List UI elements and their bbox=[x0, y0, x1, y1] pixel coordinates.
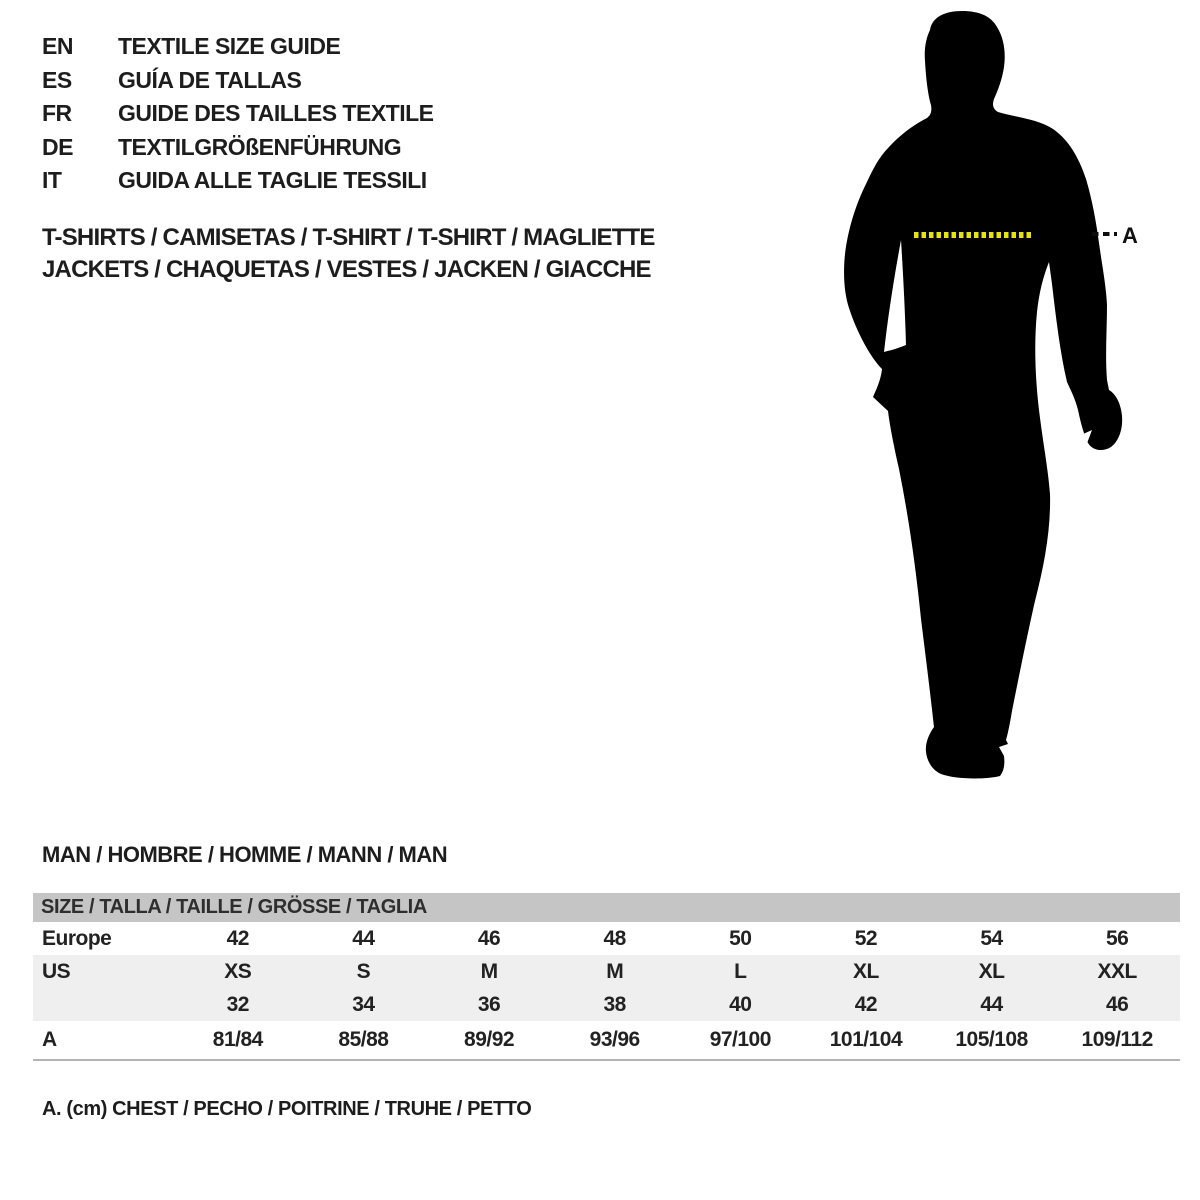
garment-categories bbox=[42, 222, 655, 286]
language-code: EN bbox=[42, 33, 73, 59]
language-row-de bbox=[42, 131, 434, 165]
row-label: A bbox=[42, 1028, 57, 1051]
size-cell: 40 bbox=[729, 992, 752, 1016]
size-cell: 34 bbox=[352, 992, 375, 1016]
language-code: IT bbox=[42, 167, 62, 193]
size-cell: 97/100 bbox=[709, 1028, 771, 1051]
size-cell: 36 bbox=[477, 992, 501, 1016]
man-silhouette bbox=[844, 11, 1122, 778]
guide-title-es: GUÍA DE TALLAS bbox=[118, 66, 302, 93]
size-cell: M bbox=[606, 959, 624, 983]
table-row-chest bbox=[33, 1021, 1180, 1061]
size-cell: 48 bbox=[603, 926, 626, 950]
row-label: Europe bbox=[42, 926, 112, 950]
size-cell: 46 bbox=[1106, 992, 1129, 1016]
size-cell: 85/88 bbox=[338, 1028, 389, 1051]
language-row-fr bbox=[42, 97, 434, 131]
table-row-europe bbox=[33, 922, 1180, 955]
size-cell: M bbox=[480, 959, 498, 983]
size-cell: 46 bbox=[477, 926, 501, 950]
size-cell: 42 bbox=[226, 926, 249, 950]
size-cell: 81/84 bbox=[212, 1028, 263, 1051]
language-code: ES bbox=[42, 66, 72, 93]
size-cell: 101/104 bbox=[829, 1028, 903, 1051]
size-cell: 105/108 bbox=[955, 1028, 1028, 1051]
size-cell: 44 bbox=[980, 992, 1003, 1016]
size-cell: L bbox=[734, 959, 747, 983]
guide-title-fr: GUIDE DES TAILLES TEXTILE bbox=[118, 100, 434, 126]
row-label: US bbox=[42, 959, 71, 983]
language-row-it bbox=[42, 164, 434, 198]
language-row-es bbox=[42, 64, 434, 98]
guide-title-de: TEXTILGRÖßENFÜHRUNG bbox=[118, 133, 402, 160]
category-line-jackets: JACKETS / CHAQUETAS / VESTES / JACKEN / GIACCHE bbox=[42, 256, 651, 283]
language-code: DE bbox=[42, 133, 73, 160]
guide-title-en: TEXTILE SIZE GUIDE bbox=[118, 33, 341, 59]
language-title-list bbox=[42, 30, 434, 198]
guide-title-it: GUIDA ALLE TAGLIE TESSILI bbox=[118, 167, 427, 193]
size-cell: XL bbox=[978, 959, 1005, 983]
size-cell: 38 bbox=[603, 992, 626, 1016]
language-row-en bbox=[42, 30, 434, 64]
size-cell: 56 bbox=[1106, 926, 1129, 950]
man-figure bbox=[830, 0, 1150, 790]
size-cell: 89/92 bbox=[464, 1028, 515, 1051]
table-row-us bbox=[33, 955, 1180, 988]
size-cell: 93/96 bbox=[589, 1028, 640, 1051]
table-row-us-numeric bbox=[33, 988, 1180, 1021]
measure-label-a: A bbox=[1122, 223, 1138, 248]
size-cell: XXL bbox=[1097, 959, 1137, 983]
language-code: FR bbox=[42, 100, 72, 126]
category-line-tshirts: T-SHIRTS / CAMISETAS / T-SHIRT / T-SHIRT / MAGLIETTE bbox=[42, 224, 655, 251]
size-cell: S bbox=[356, 959, 371, 983]
size-cell: 44 bbox=[352, 926, 375, 950]
size-table-header: SIZE / TALLA / TAILLE / GRÖSSE / TAGLIA bbox=[33, 893, 1180, 922]
size-cell: 54 bbox=[980, 926, 1003, 950]
size-cell: 32 bbox=[226, 992, 249, 1016]
size-cell: 109/112 bbox=[1081, 1028, 1153, 1051]
size-cell: XS bbox=[224, 959, 252, 983]
size-table bbox=[33, 893, 1180, 1061]
size-cell: 52 bbox=[854, 926, 878, 950]
size-cell: 42 bbox=[854, 992, 878, 1016]
measurement-footnote: A. (cm) CHEST / PECHO / POITRINE / TRUHE / PETTO bbox=[42, 1098, 532, 1120]
size-cell: XL bbox=[853, 959, 879, 983]
section-title-man: MAN / HOMBRE / HOMME / MANN / MAN bbox=[42, 842, 448, 867]
size-cell: 50 bbox=[729, 926, 752, 950]
